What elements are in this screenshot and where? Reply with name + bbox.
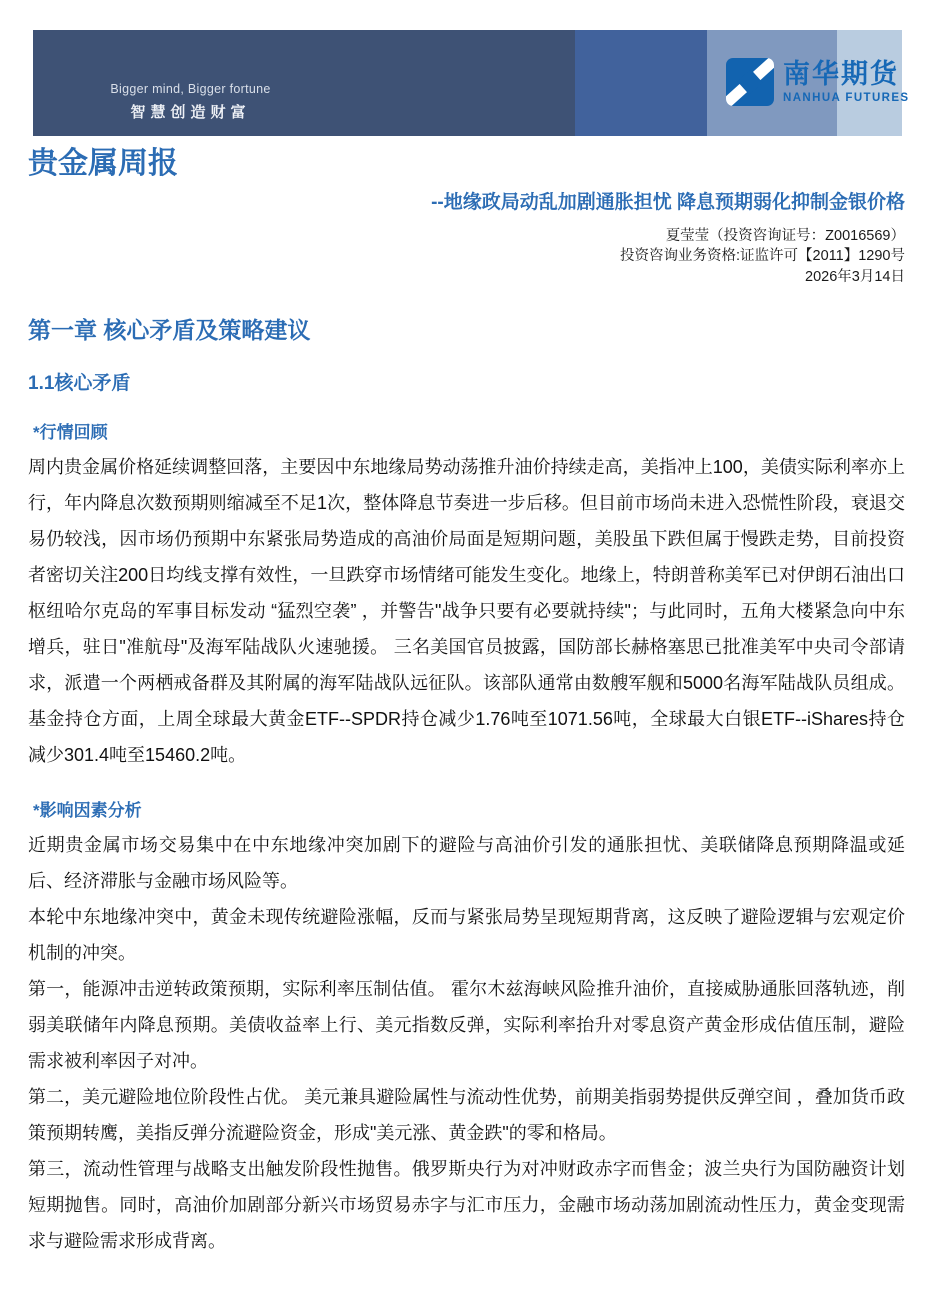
review-heading: *行情回顾 [33, 423, 108, 443]
logo-name-chinese: 南华期货 [783, 58, 899, 89]
body-paragraph: 第三，流动性管理与战略支出触发阶段性抛售。俄罗斯央行为对冲财政赤字而售金；波兰央行为国防融资计划短期抛售。同时，高油价加剧部分新兴市场贸易赤字与汇市压力，金融市场动荡加剧流动性压力，黄金变现需求与避险需求形成背离。 [28, 1159, 905, 1252]
report-subtitle: --地缘政局动乱加剧通胀担忧 降息预期弱化抑制金银价格 [431, 192, 905, 213]
factors-heading: *影响因素分析 [33, 801, 142, 821]
factors-body [28, 827, 905, 1259]
analyst-line: 夏莹莹（投资咨询证号：Z0016569） [665, 227, 905, 244]
body-paragraph: 第二，美元避险地位阶段性占优。 美元兼具避险属性与流动性优势，前期美指弱势提供反弹空间 ，叠加货币政策预期转鹰，美指反弹分流避险资金，形成"美元涨、黄金跌"的零和格局。 [28, 1087, 905, 1144]
banner-band-medium [575, 30, 707, 136]
report-page [0, 136, 930, 1259]
body-paragraph: 周内贵金属价格延续调整回落，主要因中东地缘局势动荡推升油价持续走高，美指冲上100，美债实际利率亦上行，年内降息次数预期则缩减至不足1次，整体降息节奏进一步后移。但目前市场尚未进入恐慌性阶段，衰退交易仍较浅，因市场仍预期中东紧张局势造成的高油价局面是短期问题，美股虽下跌但属于慢跌走势，目前投资者密切关注200日均线支撑有效性，一旦跌穿市场情绪可能发生变化。地缘上，特朗普称美军已对伊朗石油出口枢纽哈尔克岛的军事目标发动 “猛烈空袭” ，并警告"战争只要有必要就持续"；与此同时，五角大楼紧急向中东增兵，驻日"准航母"及海军陆战队火速驰援。 三名美国官员披露，国防部长赫格塞思已批准美军中央司令部请求，派遣一个两栖戒备群及其附属的海军陆战队远征队。该部队通常由数艘军舰和5000名海军陆战队员组成。 基金持仓方面，上周全球最大黄金ETF--SPDR持仓减少1.76吨至1071.56吨，全球最大白银ETF--iShares持仓减少301.4吨至15460.2吨。 [28, 457, 905, 766]
company-logo [726, 58, 910, 106]
author-block [28, 226, 905, 288]
body-paragraph: 近期贵金属市场交易集中在中东地缘冲突加剧下的避险与高油价引发的通胀担忧、美联储降息预期降温或延后、经济滞胀与金融市场风险等。 [28, 835, 905, 892]
body-paragraph: 本轮中东地缘冲突中，黄金未现传统避险涨幅，反而与紧张局势呈现短期背离，这反映了避险逻辑与宏观定价机制的冲突。 [28, 907, 905, 964]
company-slogan [88, 82, 293, 122]
header-banner [33, 30, 910, 136]
body-paragraph: 第一，能源冲击逆转政策预期，实际利率压制估值。 霍尔木兹海峡风险推升油价，直接威胁通胀回落轨迹，削弱美联储年内降息预期。美债收益率上行、美元指数反弹，实际利率抬升对零息资产黄金形成估值压制，避险需求被利率因子对冲。 [28, 979, 905, 1072]
logo-name-english: NANHUA FUTURES [783, 91, 910, 104]
qualification-line: 投资咨询业务资格:证监许可【2011】1290号 [620, 248, 905, 265]
slogan-english: Bigger mind, Bigger fortune [110, 82, 271, 96]
report-title: 贵金属周报 [28, 147, 178, 180]
logo-text [783, 58, 910, 104]
review-body [28, 449, 905, 773]
report-date: 2026年3月14日 [805, 268, 905, 285]
chapter-heading: 第一章 核心矛盾及策略建议 [28, 317, 311, 344]
nanhua-logo-icon [726, 58, 774, 106]
section-heading: 1.1核心矛盾 [28, 373, 131, 395]
slogan-chinese: 智慧创造财富 [130, 104, 251, 121]
